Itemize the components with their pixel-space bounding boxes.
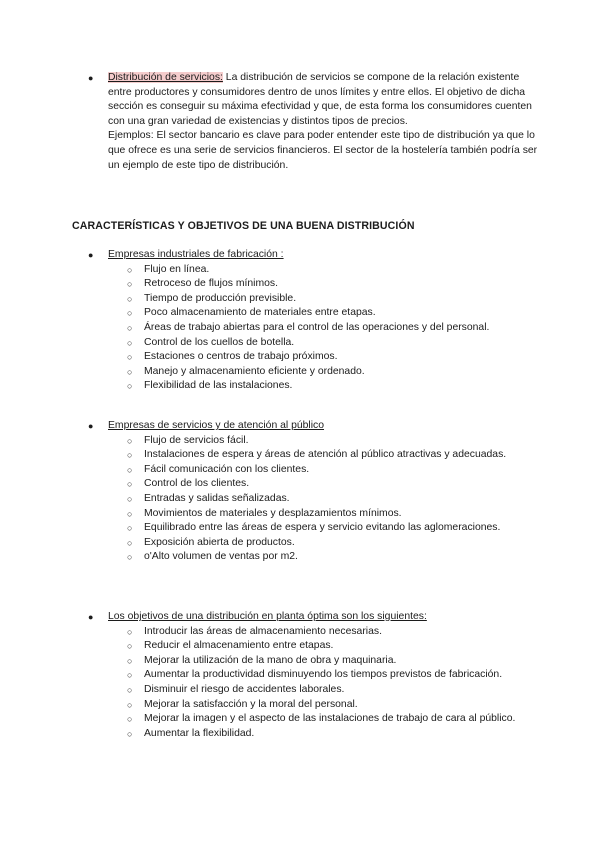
objetivos-section — [0, 610, 600, 741]
circle-bullet-icon: ○ — [127, 464, 133, 475]
bullet-dot-icon: ● — [88, 612, 94, 622]
bullet-dot-icon: ● — [88, 250, 94, 260]
circle-bullet-icon: ○ — [127, 655, 133, 666]
circle-bullet-icon: ○ — [127, 264, 133, 275]
industriales-section — [0, 248, 600, 394]
circle-bullet-icon: ○ — [127, 337, 133, 348]
industriales-title: Empresas industriales de fabricación : — [108, 249, 284, 260]
bullet-dot-icon: ● — [88, 73, 94, 83]
circle-bullet-icon: ○ — [127, 435, 133, 446]
circle-bullet-icon: ○ — [127, 366, 133, 377]
section-heading: CARACTERÍSTICAS Y OBJETIVOS DE UNA BUENA DISTRIBUCIÓN — [72, 220, 415, 232]
circle-bullet-icon: ○ — [127, 479, 133, 490]
list-item: ○ Control de los cuellos de botella. — [0, 336, 600, 351]
circle-bullet-icon: ○ — [127, 714, 133, 725]
list-item: ○ o'Alto volumen de ventas por m2. — [0, 550, 600, 565]
circle-bullet-icon: ○ — [127, 450, 133, 461]
list-item: ○ Mejorar la imagen y el aspecto de las instalaciones de trabajo de cara al público. — [0, 712, 600, 727]
list-item: ○ Reducir el almacenamiento entre etapas. — [0, 639, 600, 654]
objetivos-title: Los objetivos de una distribución en planta óptima son los siguientes: — [108, 611, 427, 622]
list-item: ○ Control de los clientes. — [0, 477, 600, 492]
list-item: ○ Aumentar la productividad disminuyendo los tiempos previstos de fabricación. — [0, 668, 600, 683]
list-item: ○ Tiempo de producción previsible. — [0, 292, 600, 307]
circle-bullet-icon: ○ — [127, 279, 133, 290]
objetivos-list — [0, 625, 600, 742]
list-item: ○ Disminuir el riesgo de accidentes laborales. — [0, 683, 600, 698]
distribucion-text: La distribución de servicios se compone de la relación existente entre productores y consumidores dentro de unos límites y entre ellos. El objetivo de dicha sección es conseguir su máxima efectividad y que, de esta forma los consumidores cuenten con una gran variedad de existencias y distintos tipos de precios. — [108, 72, 532, 127]
circle-bullet-icon: ○ — [127, 493, 133, 504]
list-item: ○ Instalaciones de espera y áreas de atención al público atractivas y adecuadas. — [0, 448, 600, 463]
objetivos-bullet — [0, 610, 600, 625]
list-item: ○ Retroceso de flujos mínimos. — [0, 277, 600, 292]
list-item: ○ Flexibilidad de las instalaciones. — [0, 379, 600, 394]
servicios-bullet — [0, 419, 600, 434]
distribucion-section — [0, 71, 600, 173]
circle-bullet-icon: ○ — [127, 523, 133, 534]
distribucion-ejemplos: Ejemplos: El sector bancario es clave para poder entender este tipo de distribución ya que lo que ofrece es una serie de servicios financieros. El sector de la hostelería también podría ser un ejemplo de este tipo de distribución. — [108, 130, 538, 171]
circle-bullet-icon: ○ — [127, 670, 133, 681]
list-item: ○ Mejorar la utilización de la mano de obra y maquinaria. — [0, 654, 600, 669]
circle-bullet-icon: ○ — [127, 626, 133, 637]
circle-bullet-icon: ○ — [127, 352, 133, 363]
circle-bullet-icon: ○ — [127, 508, 133, 519]
servicios-section — [0, 419, 600, 565]
list-item: ○ Manejo y almacenamiento eficiente y ordenado. — [0, 365, 600, 380]
servicios-title: Empresas de servicios y de atención al público — [108, 420, 325, 431]
list-item: ○ Movimientos de materiales y desplazamientos mínimos. — [0, 507, 600, 522]
industriales-bullet — [0, 248, 600, 263]
circle-bullet-icon: ○ — [127, 641, 133, 652]
list-item: ○ Exposición abierta de productos. — [0, 536, 600, 551]
list-item: ○ Mejorar la satisfacción y la moral del personal. — [0, 698, 600, 713]
list-item: ○ Áreas de trabajo abiertas para el control de las operaciones y del personal. — [0, 321, 600, 336]
distribucion-label: Distribución de servicios: — [108, 72, 223, 83]
list-item: ○ Estaciones o centros de trabajo próximos. — [0, 350, 600, 365]
list-item: ○ Entradas y salidas señalizadas. — [0, 492, 600, 507]
circle-bullet-icon: ○ — [127, 699, 133, 710]
circle-bullet-icon: ○ — [127, 308, 133, 319]
industriales-list — [0, 263, 600, 394]
list-item: ○ Equilibrado entre las áreas de espera y servicio evitando las aglomeraciones. — [0, 521, 600, 536]
list-item: ○ Flujo de servicios fácil. — [0, 434, 600, 449]
list-item: ○ Flujo en línea. — [0, 263, 600, 278]
distribucion-bullet — [0, 71, 600, 173]
circle-bullet-icon: ○ — [127, 293, 133, 304]
circle-bullet-icon: ○ — [127, 728, 133, 739]
circle-bullet-icon: ○ — [127, 322, 133, 333]
circle-bullet-icon: ○ — [127, 684, 133, 695]
list-item: ○ Poco almacenamiento de materiales entre etapas. — [0, 306, 600, 321]
servicios-list — [0, 434, 600, 565]
list-item: ○ Aumentar la flexibilidad. — [0, 727, 600, 742]
circle-bullet-icon: ○ — [127, 537, 133, 548]
circle-bullet-icon: ○ — [127, 552, 133, 563]
list-item: ○ Fácil comunicación con los clientes. — [0, 463, 600, 478]
circle-bullet-icon: ○ — [127, 381, 133, 392]
list-item: ○ Introducir las áreas de almacenamiento necesarias. — [0, 625, 600, 640]
bullet-dot-icon: ● — [88, 421, 94, 431]
